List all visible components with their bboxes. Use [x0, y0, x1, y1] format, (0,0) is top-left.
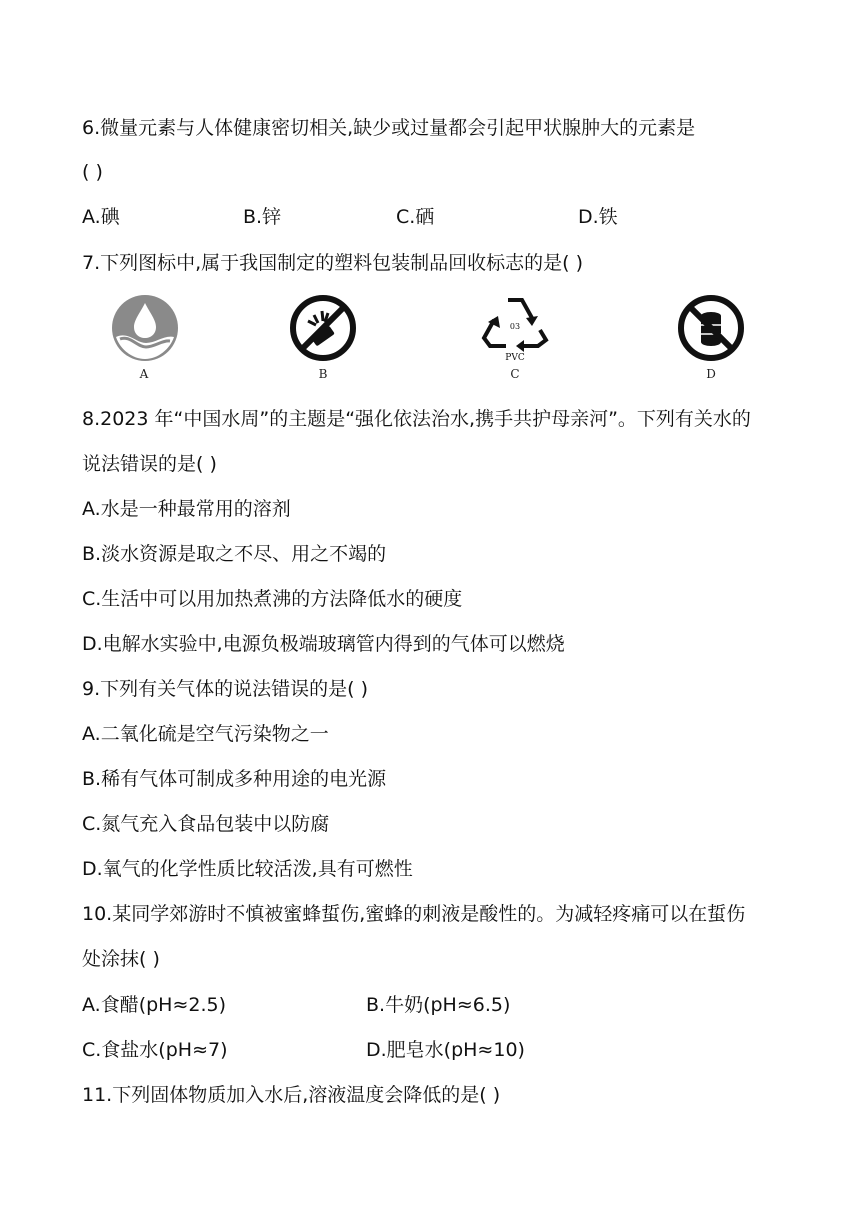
- q6-option-c: C.硒: [396, 206, 435, 228]
- q11-stem: 11.下列固体物质加入水后,溶液温度会降低的是( ): [82, 1084, 501, 1106]
- q8-stem-line2: 说法错误的是( ): [82, 453, 217, 475]
- recycle-material: PVC: [505, 353, 525, 363]
- q7-icon-label-a: A: [139, 367, 149, 381]
- no-fireworks-icon: [288, 293, 358, 363]
- q9-option-d: D.氧气的化学性质比较活泼,具有可燃性: [82, 858, 413, 880]
- q9-option-c: C.氮气充入食品包装中以防腐: [82, 813, 330, 835]
- q10-option-c: C.食盐水(pH≈7): [82, 1039, 228, 1061]
- q7-icon-label-d: D: [706, 367, 716, 381]
- q10-stem-line1: 10.某同学郊游时不慎被蜜蜂蜇伤,蜜蜂的刺液是酸性的。为减轻疼痛可以在蜇伤: [82, 903, 746, 925]
- water-saving-icon: [110, 293, 180, 363]
- q8-option-d: D.电解水实验中,电源负极端玻璃管内得到的气体可以燃烧: [82, 633, 565, 655]
- q10-option-a: A.食醋(pH≈2.5): [82, 994, 227, 1016]
- q7-icon-label-c: C: [510, 367, 520, 381]
- q8-stem-line1: 8.2023 年“中国水周”的主题是“强化依法治水,携手共护母亲河”。下列有关水的: [82, 408, 751, 430]
- q6-option-d: D.铁: [578, 206, 618, 228]
- no-oil-barrel-icon: [676, 293, 746, 363]
- q7-icon-label-b: B: [318, 367, 328, 381]
- recycle-triangle-icon: [480, 292, 550, 364]
- q8-option-a: A.水是一种最常用的溶剂: [82, 498, 291, 520]
- q9-option-a: A.二氧化硫是空气污染物之一: [82, 723, 329, 745]
- q6-answer-paren: ( ): [82, 161, 103, 183]
- q9-stem: 9.下列有关气体的说法错误的是( ): [82, 678, 368, 700]
- q6-option-b: B.锌: [243, 206, 282, 228]
- q10-option-b: B.牛奶(pH≈6.5): [366, 994, 511, 1016]
- recycle-code: 03: [509, 322, 521, 331]
- q10-stem-line2: 处涂抹( ): [82, 948, 160, 970]
- q6-option-a: A.碘: [82, 206, 120, 228]
- q7-stem: 7.下列图标中,属于我国制定的塑料包装制品回收标志的是( ): [82, 252, 584, 274]
- q10-option-d: D.肥皂水(pH≈10): [366, 1039, 525, 1061]
- q6-stem: 6.微量元素与人体健康密切相关,缺少或过量都会引起甲状腺肿大的元素是: [82, 117, 696, 139]
- q8-option-b: B.淡水资源是取之不尽、用之不竭的: [82, 543, 387, 565]
- q9-option-b: B.稀有气体可制成多种用途的电光源: [82, 768, 387, 790]
- q8-option-c: C.生活中可以用加热煮沸的方法降低水的硬度: [82, 588, 463, 610]
